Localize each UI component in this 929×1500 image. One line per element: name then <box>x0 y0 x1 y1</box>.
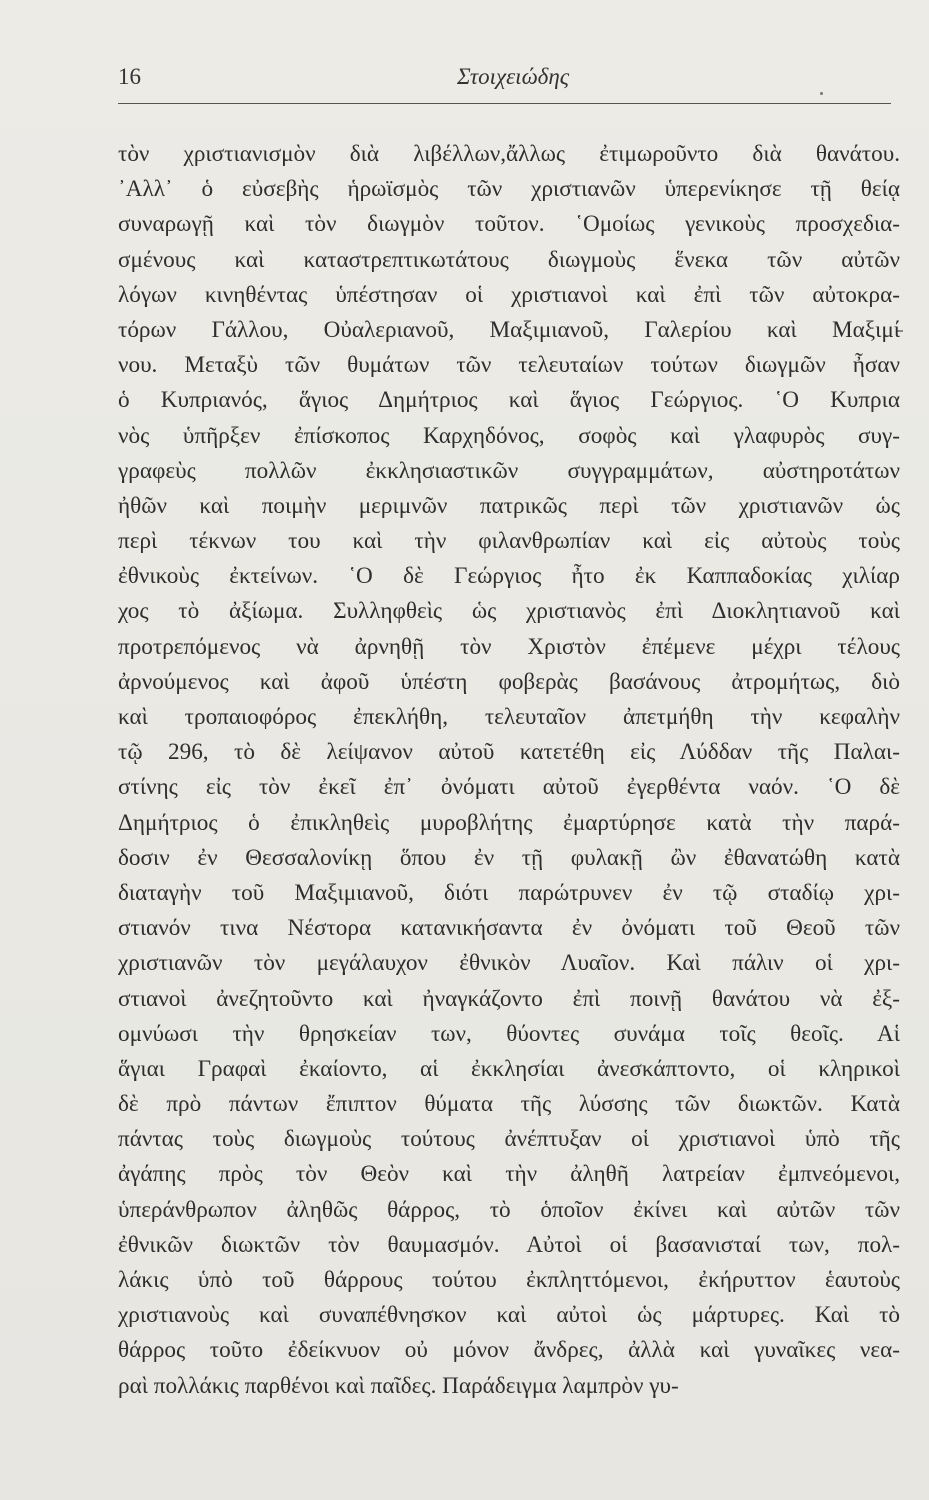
header-rule <box>118 103 891 104</box>
text-line: δὲ πρὸ πάντων ἔπιπτον θύματα τῆς λύσσης τῶν διωκτῶν. Κατὰ <box>118 1091 900 1118</box>
text-line: περὶ τέκνων του καὶ τὴν φιλανθρωπίαν καὶ εἰς αὐτοὺς τοὺς <box>118 528 900 555</box>
text-line: λόγων κινηθέντας ὑπέστησαν οἱ χριστιανοὶ καὶ ἐπὶ τῶν αὐτοκρα- <box>118 281 900 308</box>
text-line: ἠθῶν καὶ ποιμὴν μεριμνῶν πατρικῶς περὶ τῶν χριστιανῶν ὡς <box>118 492 900 519</box>
text-line: πάντας τοὺς διωγμοὺς τούτους ἀνέπτυξαν οἱ χριστιανοὶ ὑπὸ τῆς <box>118 1126 900 1153</box>
text-line: στίνης εἰς τὸν ἐκεῖ ἐπ᾿ ὀνόματι αὐτοῦ ἐγερθέντα ναόν. ῾Ο δὲ <box>118 774 900 801</box>
text-line: τὸν χριστιανισμὸν διὰ λιβέλλων,ἄλλως ἐτιμωροῦντο διὰ θανάτου. <box>118 141 900 167</box>
text-line: ἐθνικῶν διωκτῶν τὸν θαυμασμόν. Αὐτοὶ οἱ βασανισταί των, πολ- <box>118 1231 900 1258</box>
text-line: ἅγιαι Γραφαὶ ἐκαίοντο, αἱ ἐκκλησίαι ἀνεσκάπτοντο, οἱ κληρικοὶ <box>118 1055 900 1082</box>
text-line: Δημήτριος ὁ ἐπικληθεὶς μυροβλήτης ἐμαρτύρησε κατὰ τὴν παρά- <box>118 809 900 836</box>
text-line: ὑπεράνθρωπον ἀληθῶς θάρρος, τὸ ὁποῖον ἐκίνει καὶ αὐτῶν τῶν <box>118 1196 900 1223</box>
text-line: διαταγὴν τοῦ Μαξιμιανοῦ, διότι παρώτρυνεν ἐν τῷ σταδίῳ χρι- <box>118 879 900 906</box>
text-line: ᾿Αλλ᾿ ὁ εὐσεβὴς ἡρωϊσμὸς τῶν χριστιανῶν ὑπερενίκησε τῇ θείᾳ <box>118 176 900 203</box>
text-line: δοσιν ἐν Θεσσαλονίκῃ ὅπου ἐν τῇ φυλακῇ ὢν ἐθανατώθη κατὰ <box>118 844 900 871</box>
text-line: ραὶ πολλάκις παρθένοι καὶ παῖδες. Παράδειγμα λαμπρὸν γυ- <box>118 1372 679 1399</box>
text-line: χριστιανῶν τὸν μεγάλαυχον ἐθνικὸν Λυαῖον. Καὶ πάλιν οἱ χρι- <box>118 950 900 977</box>
text-line: προτρεπόμενος νὰ ἀρνηθῇ τὸν Χριστὸν ἐπέμενε μέχρι τέλους <box>118 633 900 660</box>
text-line: χριστιανοὺς καὶ συναπέθνησκον καὶ αὐτοὶ ὡς μάρτυρες. Καὶ τὸ <box>118 1302 900 1329</box>
text-line: στιανόν τινα Νέστορα κατανικήσαντα ἐν ὀνόματι τοῦ Θεοῦ τῶν <box>118 915 900 942</box>
text-line: νου. Μεταξὺ τῶν θυμάτων τῶν τελευταίων τούτων διωγμῶν ἦσαν <box>118 352 900 379</box>
text-line: ἀγάπης πρὸς τὸν Θεὸν καὶ τὴν ἀληθῆ λατρείαν ἐμπνεόμενοι, <box>118 1161 900 1188</box>
text-line: σμένους καὶ καταστρεπτικωτάτους διωγμοὺς ἕνεκα τῶν αὐτῶν <box>118 246 900 273</box>
text-line: νὸς ὑπῆρξεν ἐπίσκοπος Καρχηδόνος, σοφὸς καὶ γλαφυρὸς συγ- <box>118 422 900 449</box>
text-line: γραφεὺς πολλῶν ἐκκλησιαστικῶν συγγραμμάτων, αὐστηροτάτων <box>118 457 900 484</box>
text-line: καὶ τροπαιοφόρος ἐπεκλήθη, τελευταῖον ἀπετμήθη τὴν κεφαλὴν <box>118 704 900 730</box>
text-line: συναρωγῇ καὶ τὸν διωγμὸν τοῦτον. ῾Ομοίως γενικοὺς προσχεδια- <box>118 211 900 238</box>
running-title: Στοιχειώδης <box>457 64 570 89</box>
body-text <box>118 137 900 1404</box>
text-line: ομνύωσι τὴν θρησκείαν των, θύοντες συνάμα τοῖς θεοῖς. Αἱ <box>118 1020 900 1047</box>
text-line: χος τὸ ἀξίωμα. Συλληφθεὶς ὡς χριστιανὸς ἐπὶ Διοκλητιανοῦ καὶ <box>118 598 900 625</box>
text-line: ἐθνικοὺς ἐκτείνων. ῾Ο δὲ Γεώργιος ἦτο ἐκ Καππαδοκίας χιλίαρ <box>118 563 900 590</box>
print-speck <box>820 92 823 95</box>
text-line: ὁ Κυπριανός, ἅγιος Δημήτριος καὶ ἅγιος Γεώργιος. ῾Ο Κυπρια <box>118 387 900 414</box>
page-number: 16 <box>118 64 141 89</box>
text-line: θάρρος τοῦτο ἐδείκνυον οὐ μόνον ἄνδρες, ἀλλὰ καὶ γυναῖκες νεα- <box>118 1337 900 1364</box>
page-header <box>118 64 878 94</box>
text-line: ἀρνούμενος καὶ ἀφοῦ ὑπέστη φοβερὰς βασάνους ἀτρομήτως, διὸ <box>118 668 900 695</box>
text-line: στιανοὶ ἀνεζητοῦντο καὶ ἠναγκάζοντο ἐπὶ ποινῇ θανάτου νὰ ἐξ- <box>118 985 900 1012</box>
text-line: τόρων Γάλλου, Οὐαλεριανοῦ, Μαξιμιανοῦ, Γαλερίου καὶ Μαξιμί <box>118 316 900 343</box>
text-line: τῷ 296, τὸ δὲ λείψανον αὐτοῦ κατετέθη εἰς Λύδδαν τῆς Παλαι- <box>118 739 900 766</box>
text-line: λάκις ὑπὸ τοῦ θάρρους τούτου ἐκπληττόμενοι, ἐκήρυττον ἑαυτοὺς <box>118 1267 900 1293</box>
